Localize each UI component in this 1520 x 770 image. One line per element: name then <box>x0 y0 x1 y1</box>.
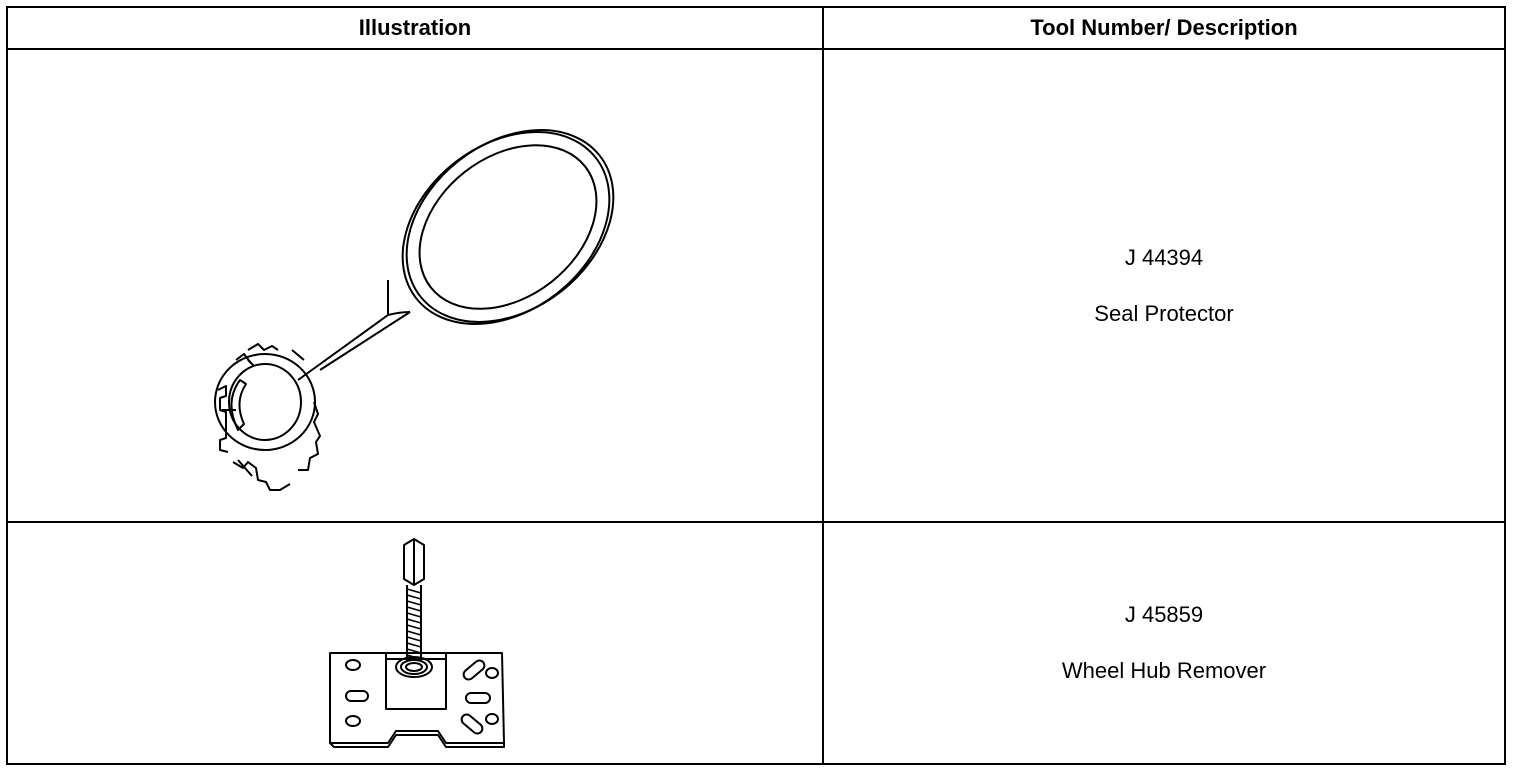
wheel-hub-remover-tool-icon <box>8 523 824 763</box>
table-row <box>7 522 1505 764</box>
tool-description: Wheel Hub Remover <box>1061 658 1267 683</box>
tool-number: J 45859 <box>1124 602 1204 627</box>
tool-description: Seal Protector <box>1094 300 1234 326</box>
header-tool-description: Tool Number/ Description <box>823 7 1505 49</box>
illustration-cell <box>7 522 823 764</box>
header-illustration: Illustration <box>7 7 823 49</box>
tool-description-cell <box>823 49 1505 522</box>
table-row <box>7 49 1505 522</box>
seal-protector-tool-icon <box>8 50 824 521</box>
illustration-cell <box>7 49 823 522</box>
tool-description-cell <box>823 522 1505 764</box>
tool-number: J 44394 <box>1124 244 1204 270</box>
tool-table <box>6 6 1506 765</box>
